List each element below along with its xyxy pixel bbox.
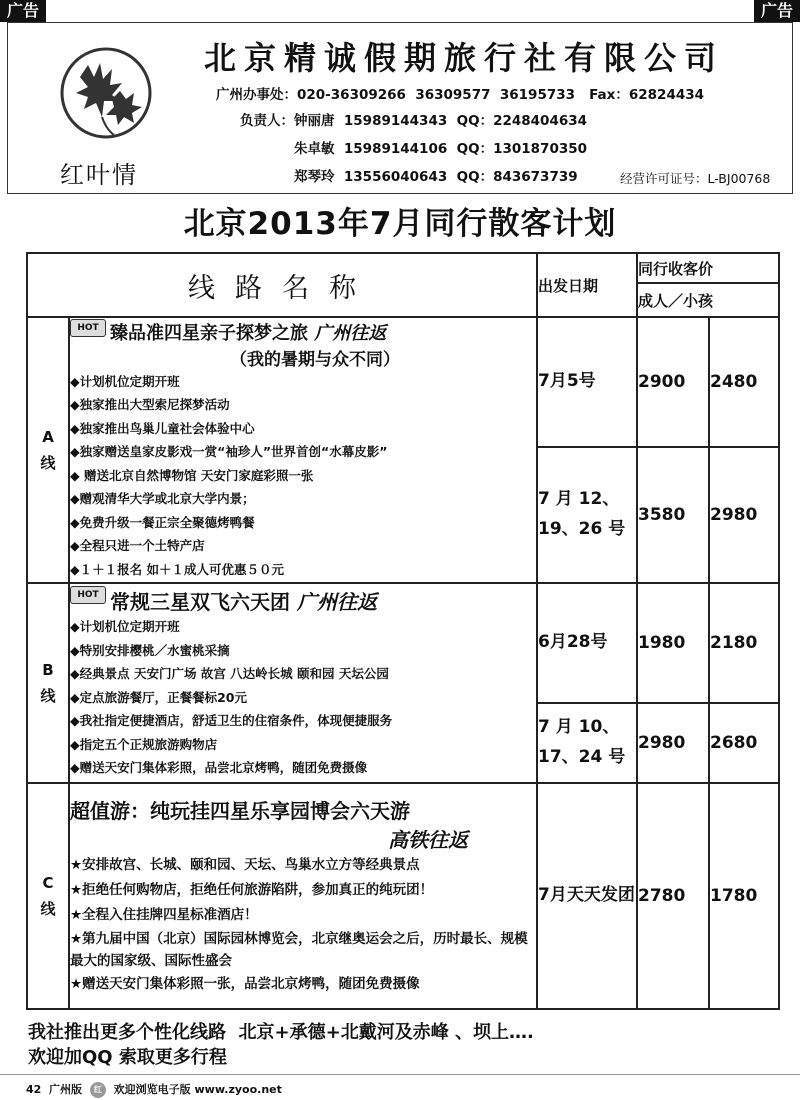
list-item: ★拒绝任何购物店，拒绝任何旅游陷阱，参加真正的纯玩团！ xyxy=(70,882,434,898)
line-char: 线 xyxy=(40,453,56,472)
list-item: ◆免费升级一餐正宗全聚德烤鸭餐 xyxy=(70,514,255,530)
route-bullets xyxy=(70,370,536,582)
line-letter: B xyxy=(42,660,54,679)
agency-logo xyxy=(48,43,178,193)
price-adult: 2900 xyxy=(637,317,709,447)
line-letter: A xyxy=(42,427,54,446)
route-title-text: 臻品准四星亲子探梦之旅 xyxy=(110,322,308,344)
route-a xyxy=(69,317,537,583)
footer-divider xyxy=(0,1074,800,1075)
list-item: ◆独家推出大型索尼探梦活动 xyxy=(70,397,230,413)
page-number: 42 xyxy=(26,1083,42,1096)
line-char: 线 xyxy=(40,686,56,705)
table-row xyxy=(27,783,779,1009)
list-item: ◆ 赠送北京自然博物馆 天安门家庭彩照一张 xyxy=(70,467,314,483)
list-item: ◆赠送天安门集体彩照，品尝北京烤鸭，随团免费摄像 xyxy=(70,760,368,776)
brand-script: 红叶情 xyxy=(60,161,138,189)
route-tag: 广州往返 xyxy=(314,322,387,344)
route-bullets xyxy=(70,615,536,780)
col-route-header: 线路名称 xyxy=(27,253,537,317)
hot-icon: HOT xyxy=(70,319,106,337)
route-subtitle: 高铁往返 xyxy=(388,828,468,852)
list-item: ◆计划机位定期开班 xyxy=(70,619,180,635)
tour-plan-table xyxy=(26,252,780,1010)
publisher-badge-icon: 红 xyxy=(90,1082,106,1098)
route-b xyxy=(69,583,537,783)
price-adult: 2980 xyxy=(637,703,709,783)
list-item: ◆１＋１报名 如＋１成人可优惠５０元 xyxy=(70,561,284,577)
list-item: ◆独家推出鸟巢儿童社会体验中心 xyxy=(70,420,255,436)
list-item: ★第九届中国（北京）国际园林博览会，北京继奥运会之后，历时最长、规模最大的国家级、国际性盛会 xyxy=(70,931,528,969)
list-item: ◆计划机位定期开班 xyxy=(70,373,180,389)
list-item: ◆赠观清华大学或北京大学内景； xyxy=(70,491,255,507)
price-child: 2180 xyxy=(709,583,779,703)
price-child: 2680 xyxy=(709,703,779,783)
route-title xyxy=(70,586,536,615)
footer-promo: 我社推出更多个性化线路 北京+承德+北戴河及赤峰 、坝上…. 欢迎加QQ 索取更多行程 xyxy=(28,1022,534,1068)
route-title-text: 常规三星双飞六天团 xyxy=(110,590,290,615)
footer-info xyxy=(26,1081,282,1098)
license-number: 经营许可证号：L-BJ00768 xyxy=(620,171,771,186)
list-item: ◆全程只进一个土特产店 xyxy=(70,538,205,554)
list-item: ◆我社指定便捷酒店，舒适卫生的住宿条件，体现便捷服务 xyxy=(70,713,393,729)
route-title xyxy=(70,319,536,345)
company-name: 北京精诚假期旅行社有限公司 xyxy=(204,39,725,77)
table-row xyxy=(27,317,779,447)
price-child: 2480 xyxy=(709,317,779,447)
line-char: 线 xyxy=(40,899,56,918)
price-adult: 3580 xyxy=(637,447,709,583)
contact-3: 郑琴玲 13556040643 QQ：843673739 xyxy=(294,169,578,185)
list-item: ◆定点旅游餐厅，正餐餐标20元 xyxy=(70,689,248,705)
route-tag: 广州往返 xyxy=(296,590,377,615)
route-subtitle: （我的暑期与众不同） xyxy=(230,349,400,370)
list-item: ◆指定五个正规旅游购物店 xyxy=(70,736,218,752)
ad-tag-left: 广告 xyxy=(0,0,46,22)
table-header-row xyxy=(27,253,779,283)
departure-date: 7月天天发团 xyxy=(537,783,637,1009)
edition-label: 广州版 xyxy=(48,1083,82,1096)
list-item: ★赠送天安门集体彩照一张，品尝北京烤鸭，随团免费摄像 xyxy=(70,976,420,992)
list-item: ◆特别安排樱桃／水蜜桃采摘 xyxy=(70,642,230,658)
agency-header xyxy=(7,22,793,194)
col-price-header: 同行收客价 xyxy=(637,253,779,283)
route-title: 超值游：纯玩挂四星乐享园博会六天游 xyxy=(70,799,410,823)
route-c xyxy=(69,783,537,1009)
ad-tag-right: 广告 xyxy=(754,0,800,22)
list-item: ◆经典景点 天安门广场 故宫 八达岭长城 颐和园 天坛公园 xyxy=(70,666,389,682)
col-date-header: 出发日期 xyxy=(537,253,637,317)
contact-1: 负责人：钟丽唐 15989144343 QQ：2248404634 xyxy=(240,113,588,129)
line-label-c xyxy=(27,783,69,1009)
line-label-b xyxy=(27,583,69,783)
price-child: 2980 xyxy=(709,447,779,583)
list-item: ◆独家赠送皇家皮影戏一赏“袖珍人”世界首创“水幕皮影” xyxy=(70,444,388,460)
price-child: 1780 xyxy=(709,783,779,1009)
hot-icon: HOT xyxy=(70,586,106,604)
site-link[interactable]: 欢迎浏览电子版 www.zyoo.net xyxy=(113,1083,282,1096)
departure-date: 6月28号 xyxy=(537,583,637,703)
route-bullets xyxy=(70,853,536,997)
departure-date: 7 月 10、17、24 号 xyxy=(537,703,637,783)
price-adult: 1980 xyxy=(637,583,709,703)
list-item: ★安排故宫、长城、颐和园、天坛、鸟巢水立方等经典景点 xyxy=(70,857,420,873)
maple-leaf-icon xyxy=(48,43,168,148)
contact-2: 朱卓敏 15989144106 QQ：1301870350 xyxy=(294,141,588,157)
office-line: 广州办事处：020-36309266 36309577 36195733 Fax：62824434 xyxy=(216,87,705,103)
plan-title: 北京2013年7月同行散客计划 xyxy=(183,206,617,242)
line-letter: C xyxy=(42,873,54,892)
price-adult: 2780 xyxy=(637,783,709,1009)
departure-date: 7 月 12、19、26 号 xyxy=(537,447,637,583)
line-label-a xyxy=(27,317,69,583)
col-price-subheader: 成人／小孩 xyxy=(637,283,779,317)
list-item: ★全程入住挂牌四星标准酒店！ xyxy=(70,907,258,923)
table-row xyxy=(27,583,779,703)
departure-date: 7月5号 xyxy=(537,317,637,447)
